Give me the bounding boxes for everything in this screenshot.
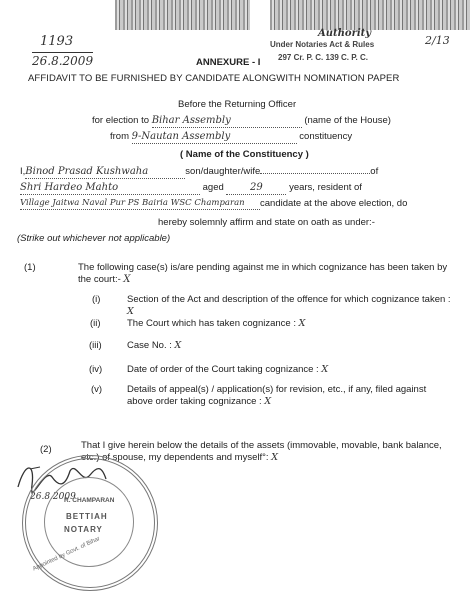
item-iii-number: (iii) <box>89 340 102 351</box>
strike-note: (Strike out whichever not applicable) <box>17 233 171 244</box>
from-suffix: constituency <box>299 131 353 142</box>
deponent-of: of <box>370 166 379 177</box>
section2-mark: X <box>271 452 278 463</box>
item-iii-text <box>127 340 457 352</box>
deponent-line-3 <box>20 197 407 210</box>
deponent-address-field: Village Jaitwa Naval Pur PS Bairia WSC Champaran <box>20 197 260 210</box>
item-ii-number: (ii) <box>90 318 101 329</box>
section-line: 297 Cr. P. C. 139 C. P. C. <box>278 53 368 62</box>
registration-number: 1193 <box>40 34 74 49</box>
notary-seal-inner <box>44 477 134 567</box>
from-prefix: from <box>110 131 129 142</box>
corner-mark: 2/13 <box>425 34 450 47</box>
from-line <box>110 131 352 144</box>
item-iv-text <box>127 364 457 376</box>
item-v-number: (v) <box>91 384 103 395</box>
item-i-text <box>127 294 457 318</box>
stamp-paper-left <box>115 0 250 30</box>
item-ii-body: The Court which has taken cognizance : <box>127 318 296 329</box>
deponent-relation: son/daughter/wife <box>185 166 261 177</box>
item-i-body: Section of the Act and description of the offence for which cognizance taken : <box>127 294 451 305</box>
seal-title: NOTARY <box>64 525 103 534</box>
document-title: AFFIDAVIT TO BE FURNISHED BY CANDIDATE ALONGWITH NOMINATION PAPER <box>28 73 400 84</box>
election-line <box>92 115 391 128</box>
item-v-body: Details of appeal(s) / application(s) for revision, etc., if any, filed against above order taking cognizance : <box>127 384 427 407</box>
signature-date: 26.8.2009 <box>30 492 76 502</box>
deponent-aged-label: aged <box>202 182 224 193</box>
item-ii-mark: X <box>298 318 306 329</box>
notary-seal <box>22 455 158 591</box>
section2-body: That I give herein below the details of the assets (immovable, movable, bank balance, etc.) of spouse, my dependents and myself°: <box>81 440 442 463</box>
item-iii-mark: X <box>174 340 182 351</box>
item-i-mark: X <box>127 306 134 317</box>
seal-city: BETTIAH <box>66 512 108 521</box>
deponent-prefix: I, <box>20 166 26 177</box>
notary-act-line: Under Notaries Act & Rules <box>270 40 375 49</box>
deponent-years-label: years, resident of <box>289 182 362 193</box>
seal-govt: Appointed by Govt. of Bihar <box>32 535 102 573</box>
item-v-mark: X <box>264 396 272 407</box>
section1-text <box>78 262 456 286</box>
item-i-number: (i) <box>92 294 101 305</box>
deponent-candidate-text: candidate at the above election, do <box>260 198 408 209</box>
section2-text <box>81 440 456 464</box>
item-iv-body: Date of order of the Court taking cognizance : <box>127 364 319 375</box>
item-ii-text <box>127 318 457 330</box>
section1-number: (1) <box>24 262 36 273</box>
item-v-text <box>127 384 427 408</box>
election-suffix: (name of the House) <box>304 115 391 126</box>
from-constituency-field: 9-Nautan Assembly <box>132 131 297 144</box>
seal-name: R. CHAMPARAN <box>64 497 115 504</box>
authority-label: Authority <box>318 28 372 39</box>
affirm-text: hereby solemnly affirm and state on oath as under:- <box>158 217 375 228</box>
election-prefix: for election to <box>92 115 150 126</box>
item-iv-number: (iv) <box>89 364 103 375</box>
constituency-label: ( Name of the Constituency ) <box>180 149 309 160</box>
election-house-field: Bihar Assembly <box>152 115 302 128</box>
section1-mark: X <box>123 274 131 285</box>
deponent-name-field: Binod Prasad Kushwaha <box>25 166 185 179</box>
deponent-age-field: 29 <box>226 182 286 195</box>
item-iv-mark: X <box>321 364 329 375</box>
annexure-label: ANNEXURE - I <box>196 57 261 68</box>
registration-date: 26.8.2009 <box>32 54 94 68</box>
deponent-father-field: Shri Hardeo Mahto <box>20 182 200 195</box>
section2-number: (2) <box>40 444 52 455</box>
before-officer: Before the Returning Officer <box>178 99 297 110</box>
deponent-line-2 <box>20 182 362 195</box>
deponent-line-1 <box>20 166 378 179</box>
stamp-paper-right <box>270 0 470 30</box>
item-iii-body: Case No. : <box>127 340 172 351</box>
section1-body: The following case(s) is/are pending against me in which cognizance has been taken by the court:- <box>78 262 448 285</box>
